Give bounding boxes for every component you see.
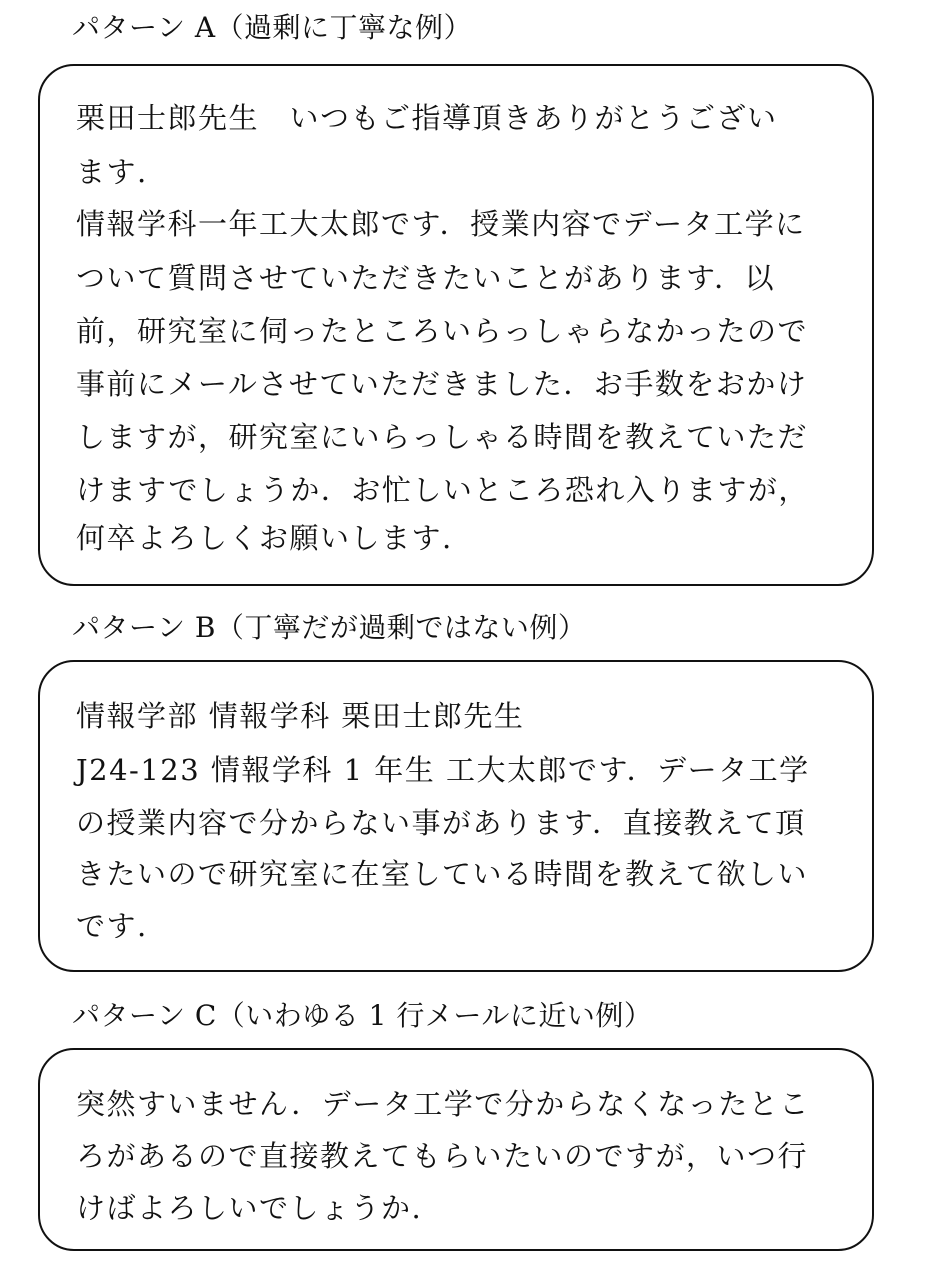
- pattern-a-line-6: 事前にメールさせていただきました．お手数をおかけ: [76, 367, 808, 401]
- pattern-b-heading: パターン B（丁寧だが過剰ではない例）: [72, 611, 587, 644]
- pattern-a-line-7: しますが，研究室にいらっしゃる時間を教えていただ: [76, 420, 809, 454]
- pattern-c-line-1: 突然すいません．データ工学で分からなくなったとこ: [76, 1087, 810, 1121]
- pattern-a-line-9: 何卒よろしくお願いします.: [76, 521, 453, 555]
- pattern-a-line-3: 情報学科一年工大太郎です．授業内容でデータ工学に: [76, 207, 806, 241]
- pattern-b-line-4: きたいので研究室に在室している時間を教えて欲しい: [76, 857, 809, 891]
- pattern-a-line-1: 栗田士郎先生 いつもご指導頂きありがとうござい: [76, 101, 778, 135]
- pattern-a-line-2: ます.: [76, 155, 148, 189]
- pattern-c-line-2: ろがあるので直接教えてもらいたいのですが，いつ行: [76, 1139, 809, 1173]
- pattern-c-heading: パターン C（いわゆる 1 行メールに近い例）: [72, 999, 653, 1032]
- pattern-b-box: [38, 660, 874, 972]
- pattern-a-box: [38, 64, 874, 586]
- pattern-c-line-3: けばよろしいでしょうか.: [76, 1191, 423, 1225]
- pattern-b-line-1: 情報学部 情報学科 栗田士郎先生: [76, 699, 525, 733]
- pattern-a-line-5: 前，研究室に伺ったところいらっしゃらなかったので: [76, 314, 809, 348]
- pattern-a-heading: パターン A（過剰に丁寧な例）: [72, 11, 473, 44]
- pattern-a-line-4: ついて質問させていただきたいことがあります．以: [76, 261, 776, 295]
- pattern-b-line-2: J24-123 情報学科 1 年生 工大太郎です．データ工学: [76, 753, 810, 787]
- pattern-b-line-3: の授業内容で分からない事があります．直接教えて頂: [76, 806, 806, 840]
- pattern-a-line-8: けますでしょうか．お忙しいところ恐れ入りますが，: [76, 473, 809, 507]
- pattern-b-line-5: です.: [76, 909, 148, 943]
- pattern-c-box: [38, 1048, 874, 1251]
